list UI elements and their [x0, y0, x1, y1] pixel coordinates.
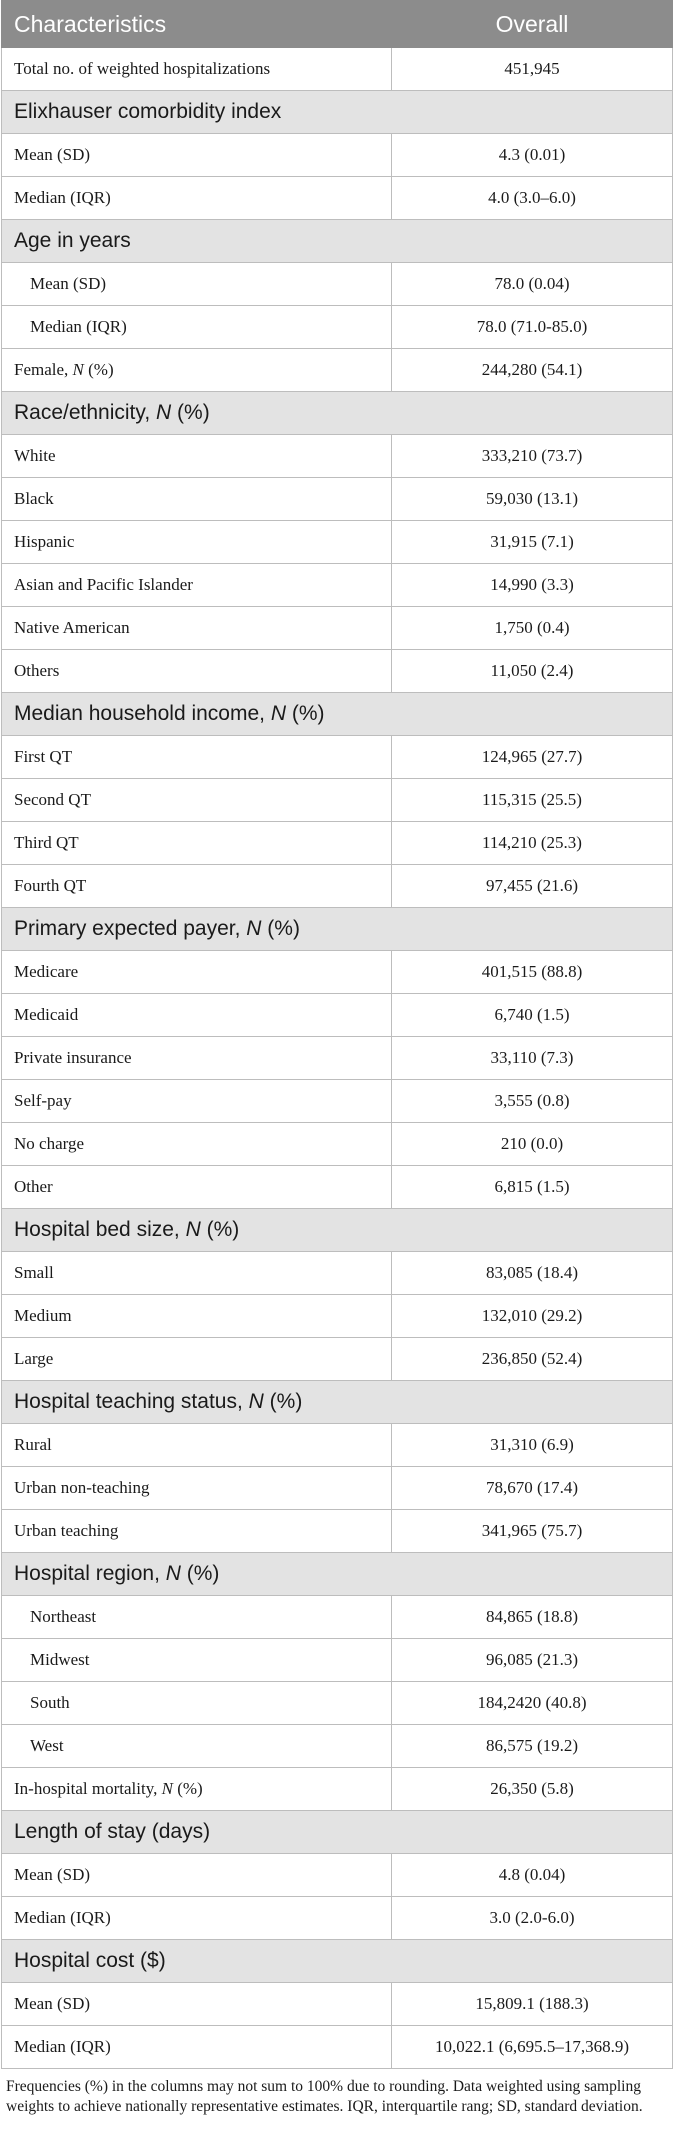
value-cell: 124,965 (27.7) [392, 736, 673, 779]
row-label: White [14, 446, 56, 465]
section-label: Age in years [14, 229, 131, 252]
table-row [2, 650, 673, 693]
row-label: Third QT [14, 833, 79, 852]
label-cell [2, 521, 392, 564]
label-cell [2, 1080, 392, 1123]
label-cell [2, 306, 392, 349]
row-label: In-hospital mortality, [14, 1779, 162, 1798]
row-label: Urban teaching [14, 1521, 119, 1540]
label-cell [2, 1295, 392, 1338]
section-header-row [2, 693, 673, 736]
table-row [2, 1983, 673, 2026]
row-label: Medicare [14, 962, 79, 981]
label-cell [2, 1424, 392, 1467]
row-label: Others [14, 661, 60, 680]
section-header-row [2, 1811, 673, 1854]
label-cell [2, 1854, 392, 1897]
table-row [2, 177, 673, 220]
row-label: Median (IQR) [30, 317, 127, 336]
label-cell [2, 349, 392, 392]
label-cell [2, 1983, 392, 2026]
value-cell: 10,022.1 (6,695.5–17,368.9) [392, 2026, 673, 2069]
row-label: Native American [14, 618, 130, 637]
value-cell: 184,2420 (40.8) [392, 1682, 673, 1725]
table-row [2, 1682, 673, 1725]
section-label: Hospital region, [14, 1562, 166, 1585]
table-row [2, 564, 673, 607]
row-label: Median (IQR) [14, 1908, 111, 1927]
table-row [2, 865, 673, 908]
value-cell: 33,110 (7.3) [392, 1037, 673, 1080]
row-label: Hispanic [14, 532, 75, 551]
characteristics-table [1, 0, 673, 2069]
value-cell: 341,965 (75.7) [392, 1510, 673, 1553]
section-cell [2, 693, 673, 736]
label-cell [2, 865, 392, 908]
row-label: Median (IQR) [14, 2037, 111, 2056]
row-label: Total no. of weighted hospitalizations [14, 59, 271, 78]
label-cell [2, 951, 392, 994]
section-cell [2, 1381, 673, 1424]
row-label: First QT [14, 747, 73, 766]
value-cell: 6,815 (1.5) [392, 1166, 673, 1209]
table-row [2, 1424, 673, 1467]
value-cell: 86,575 (19.2) [392, 1725, 673, 1768]
section-header-row [2, 1381, 673, 1424]
label-cell [2, 607, 392, 650]
value-cell: 78.0 (71.0-85.0) [392, 306, 673, 349]
table-row [2, 1510, 673, 1553]
table-row [2, 134, 673, 177]
table-row [2, 994, 673, 1037]
row-label-italic: N [156, 401, 172, 424]
value-cell: 14,990 (3.3) [392, 564, 673, 607]
row-label: Rural [14, 1435, 52, 1454]
row-label: Mean (SD) [14, 1865, 91, 1884]
row-label: Black [14, 489, 54, 508]
value-cell: 96,085 (21.3) [392, 1639, 673, 1682]
label-cell [2, 48, 392, 91]
value-cell: 31,310 (6.9) [392, 1424, 673, 1467]
label-cell [2, 478, 392, 521]
value-cell: 6,740 (1.5) [392, 994, 673, 1037]
row-label-tail: (%) [180, 1562, 220, 1585]
value-cell: 78,670 (17.4) [392, 1467, 673, 1510]
row-label-tail: (%) [171, 401, 210, 424]
section-label: Race/ethnicity, [14, 401, 157, 424]
section-cell [2, 91, 673, 134]
label-cell [2, 1725, 392, 1768]
value-cell: 11,050 (2.4) [392, 650, 673, 693]
label-cell [2, 1338, 392, 1381]
label-cell [2, 134, 392, 177]
label-cell [2, 1166, 392, 1209]
value-cell: 244,280 (54.1) [392, 349, 673, 392]
table-row [2, 521, 673, 564]
row-label: Self-pay [14, 1091, 72, 1110]
label-cell [2, 1123, 392, 1166]
value-cell: 83,085 (18.4) [392, 1252, 673, 1295]
row-label: Mean (SD) [14, 145, 91, 164]
label-cell [2, 1596, 392, 1639]
row-label: Female, [14, 360, 73, 379]
row-label: Small [14, 1263, 54, 1282]
section-cell [2, 392, 673, 435]
value-cell: 115,315 (25.5) [392, 779, 673, 822]
table-row [2, 1166, 673, 1209]
value-cell: 132,010 (29.2) [392, 1295, 673, 1338]
row-label: Northeast [30, 1607, 97, 1626]
row-label-italic: N [246, 917, 262, 940]
label-cell [2, 650, 392, 693]
row-label: Fourth QT [14, 876, 87, 895]
label-cell [2, 779, 392, 822]
label-cell [2, 1768, 392, 1811]
section-label: Hospital cost ($) [14, 1949, 166, 1972]
value-cell: 84,865 (18.8) [392, 1596, 673, 1639]
section-header-row [2, 220, 673, 263]
row-label-italic: N [185, 1218, 201, 1241]
value-cell: 451,945 [392, 48, 673, 91]
row-label-tail: (%) [263, 1390, 303, 1413]
row-label: Urban non-teaching [14, 1478, 150, 1497]
row-label: South [30, 1693, 70, 1712]
table-header-row [2, 1, 673, 48]
table-row [2, 951, 673, 994]
value-cell: 15,809.1 (188.3) [392, 1983, 673, 2026]
row-label: No charge [14, 1134, 85, 1153]
table-row [2, 263, 673, 306]
value-cell: 333,210 (73.7) [392, 435, 673, 478]
section-label: Length of stay (days) [14, 1820, 211, 1843]
value-cell: 59,030 (13.1) [392, 478, 673, 521]
table-row [2, 1768, 673, 1811]
row-label-tail: (%) [172, 1779, 203, 1798]
section-cell [2, 1209, 673, 1252]
table-row [2, 1252, 673, 1295]
row-label-italic: N [161, 1779, 173, 1798]
section-header-row [2, 392, 673, 435]
table-row [2, 1123, 673, 1166]
label-cell [2, 1639, 392, 1682]
value-cell: 210 (0.0) [392, 1123, 673, 1166]
table-body [2, 48, 673, 2069]
section-header-row [2, 1553, 673, 1596]
section-label: Primary expected payer, [14, 917, 247, 940]
row-label: Asian and Pacific Islander [14, 575, 193, 594]
section-label: Hospital bed size, [14, 1218, 186, 1241]
table-row [2, 1037, 673, 1080]
value-cell: 26,350 (5.8) [392, 1768, 673, 1811]
value-cell: 236,850 (52.4) [392, 1338, 673, 1381]
row-label-tail: (%) [200, 1218, 240, 1241]
row-label-italic: N [248, 1390, 264, 1413]
section-header-row [2, 91, 673, 134]
label-cell [2, 1037, 392, 1080]
value-cell: 4.3 (0.01) [392, 134, 673, 177]
table-row [2, 1639, 673, 1682]
section-cell [2, 220, 673, 263]
row-label: Mean (SD) [30, 274, 107, 293]
row-label: Private insurance [14, 1048, 132, 1067]
table-row [2, 478, 673, 521]
table-row [2, 779, 673, 822]
section-cell [2, 1940, 673, 1983]
label-cell [2, 736, 392, 779]
row-label: Medium [14, 1306, 72, 1325]
header-overall: Overall [392, 1, 673, 48]
value-cell: 31,915 (7.1) [392, 521, 673, 564]
row-label: Second QT [14, 790, 91, 809]
table-row [2, 349, 673, 392]
table-footnote: Frequencies (%) in the columns may not sum to 100% due to rounding. Data weighted using sampling weights to achieve nationally representative estimates. IQR, interquartile rang; SD, standard deviation. [6, 2078, 643, 2115]
value-cell: 114,210 (25.3) [392, 822, 673, 865]
table-row [2, 822, 673, 865]
row-label: Midwest [30, 1650, 90, 1669]
value-cell: 401,515 (88.8) [392, 951, 673, 994]
value-cell: 78.0 (0.04) [392, 263, 673, 306]
value-cell: 3,555 (0.8) [392, 1080, 673, 1123]
table-row [2, 48, 673, 91]
value-cell: 4.0 (3.0–6.0) [392, 177, 673, 220]
value-cell: 1,750 (0.4) [392, 607, 673, 650]
row-label-italic: N [165, 1562, 181, 1585]
row-label: Other [14, 1177, 53, 1196]
value-cell: 3.0 (2.0-6.0) [392, 1897, 673, 1940]
table-row [2, 1080, 673, 1123]
table-row [2, 736, 673, 779]
row-label-tail: (%) [261, 917, 300, 940]
label-cell [2, 2026, 392, 2069]
table-row [2, 435, 673, 478]
table-row [2, 1897, 673, 1940]
table-row [2, 306, 673, 349]
label-cell [2, 564, 392, 607]
label-cell [2, 1467, 392, 1510]
row-label: West [30, 1736, 64, 1755]
section-header-row [2, 1209, 673, 1252]
table-row [2, 1596, 673, 1639]
row-label: Large [14, 1349, 54, 1368]
section-label: Hospital teaching status, [14, 1390, 249, 1413]
label-cell [2, 1252, 392, 1295]
section-cell [2, 1553, 673, 1596]
table-row [2, 607, 673, 650]
table-row [2, 1295, 673, 1338]
table-row [2, 1725, 673, 1768]
section-label: Elixhauser comorbidity index [14, 100, 282, 123]
row-label-italic: N [72, 360, 84, 379]
row-label-italic: N [270, 702, 287, 725]
row-label-tail: (%) [286, 702, 325, 725]
section-header-row [2, 1940, 673, 1983]
section-cell [2, 1811, 673, 1854]
label-cell [2, 435, 392, 478]
label-cell [2, 263, 392, 306]
label-cell [2, 1682, 392, 1725]
table-row [2, 1467, 673, 1510]
row-label: Medicaid [14, 1005, 79, 1024]
section-label: Median household income, [14, 702, 271, 725]
label-cell [2, 1897, 392, 1940]
row-label: Median (IQR) [14, 188, 111, 207]
row-label-tail: (%) [83, 360, 114, 379]
value-cell: 4.8 (0.04) [392, 1854, 673, 1897]
label-cell [2, 822, 392, 865]
table-row [2, 1854, 673, 1897]
label-cell [2, 177, 392, 220]
row-label: Mean (SD) [14, 1994, 91, 2013]
label-cell [2, 1510, 392, 1553]
table-row [2, 1338, 673, 1381]
table-row [2, 2026, 673, 2069]
section-header-row [2, 908, 673, 951]
value-cell: 97,455 (21.6) [392, 865, 673, 908]
label-cell [2, 994, 392, 1037]
header-characteristics: Characteristics [2, 1, 392, 48]
section-cell [2, 908, 673, 951]
